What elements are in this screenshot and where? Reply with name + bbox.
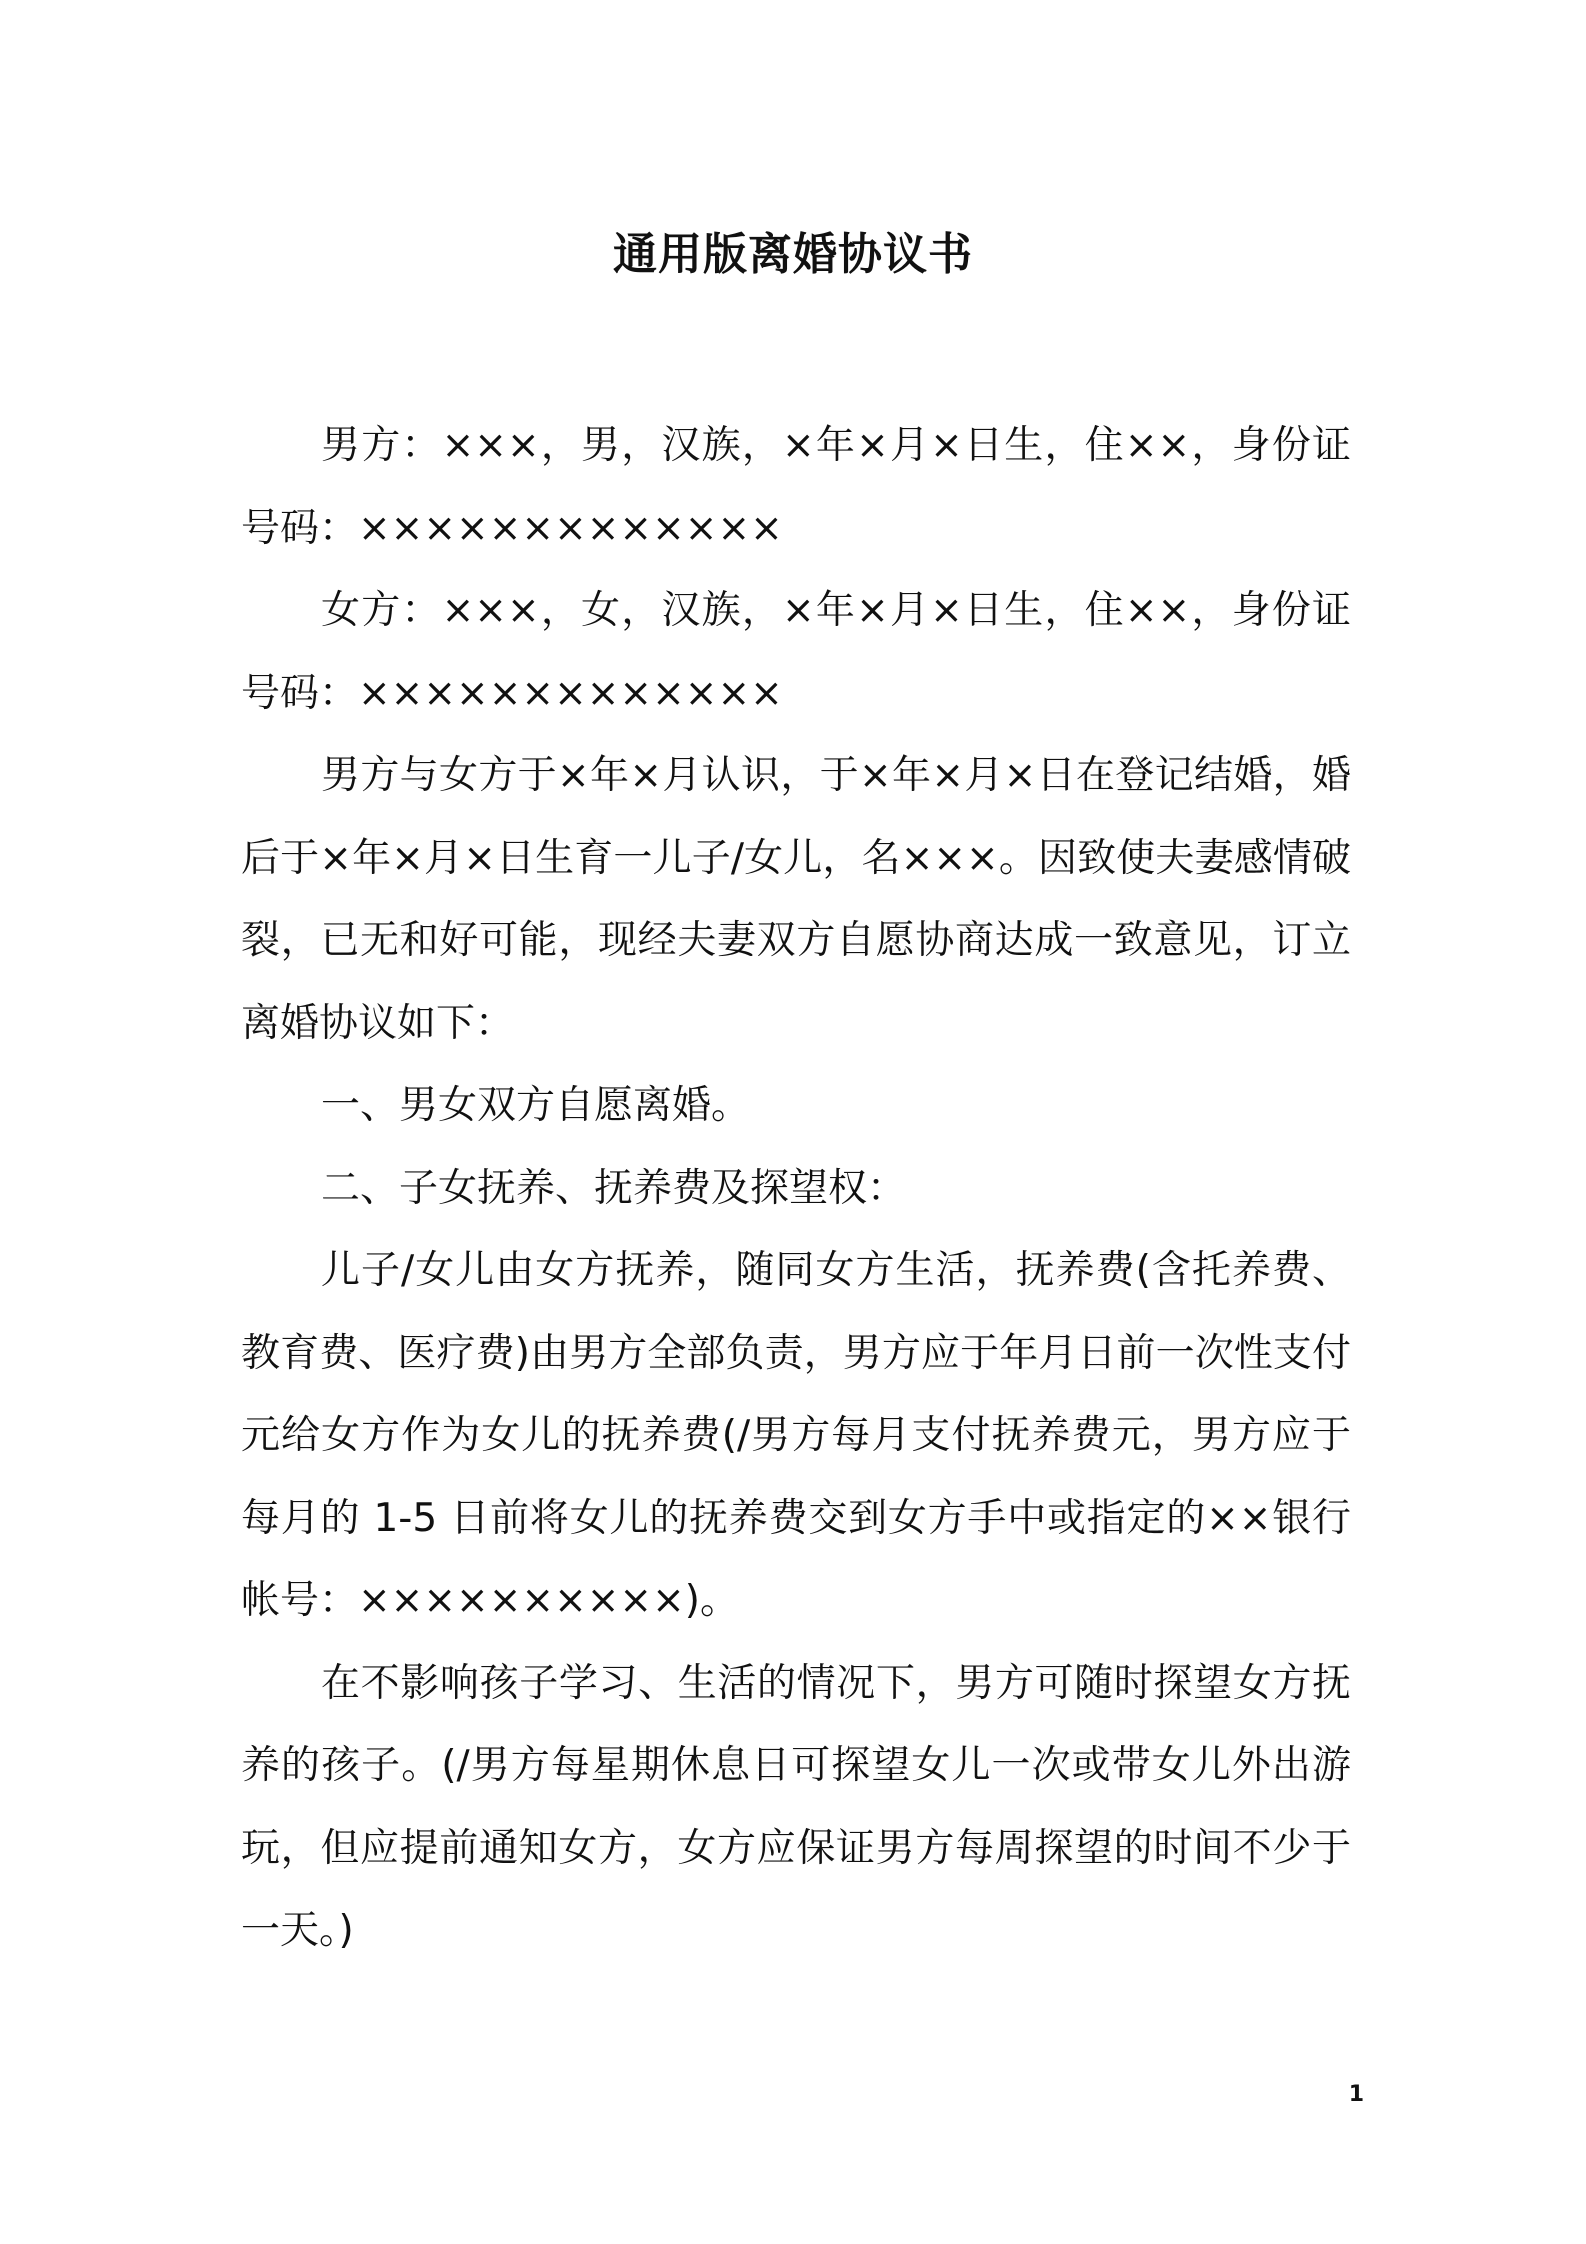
document-body	[241, 405, 1351, 1973]
document-title: 通用版离婚协议书	[613, 229, 973, 280]
page-number: 1	[1348, 2082, 1364, 2107]
paragraph-female-party: 女方：×××，女，汉族，×年×月×日生，住××，身份证号码：×××××××××××××	[241, 588, 1351, 716]
paragraph-clause-1: 一、男女双方自愿离婚。	[321, 1083, 751, 1128]
paragraph-male-party: 男方：×××，男，汉族，×年×月×日生，住××，身份证号码：×××××××××××××	[241, 423, 1351, 551]
paragraph-child-support: 儿子/女儿由女方抚养，随同女方生活，抚养费(含托养费、教育费、医疗费)由男方全部负责，男方应于年月日前一次性支付元给女方作为女儿的抚养费(/男方每月支付抚养费元，男方应于每月的 1-5 日前将女儿的抚养费交到女方手中或指定的××银行帐号：××××××××××)。	[241, 1248, 1351, 1623]
paragraph-background: 男方与女方于×年×月认识，于×年×月×日在登记结婚，婚后于×年×月×日生育一儿子/女儿，名×××。因致使夫妻感情破裂，已无和好可能，现经夫妻双方自愿协商达成一致意见，订立离婚协议如下：	[241, 753, 1351, 1046]
paragraph-clause-2-heading: 二、子女抚养、抚养费及探望权：	[321, 1165, 907, 1211]
paragraph-visitation: 在不影响孩子学习、生活的情况下，男方可随时探望女方抚养的孩子。(/男方每星期休息日可探望女儿一次或带女儿外出游玩，但应提前通知女方，女方应保证男方每周探望的时间不少于一天。)	[241, 1660, 1351, 1953]
